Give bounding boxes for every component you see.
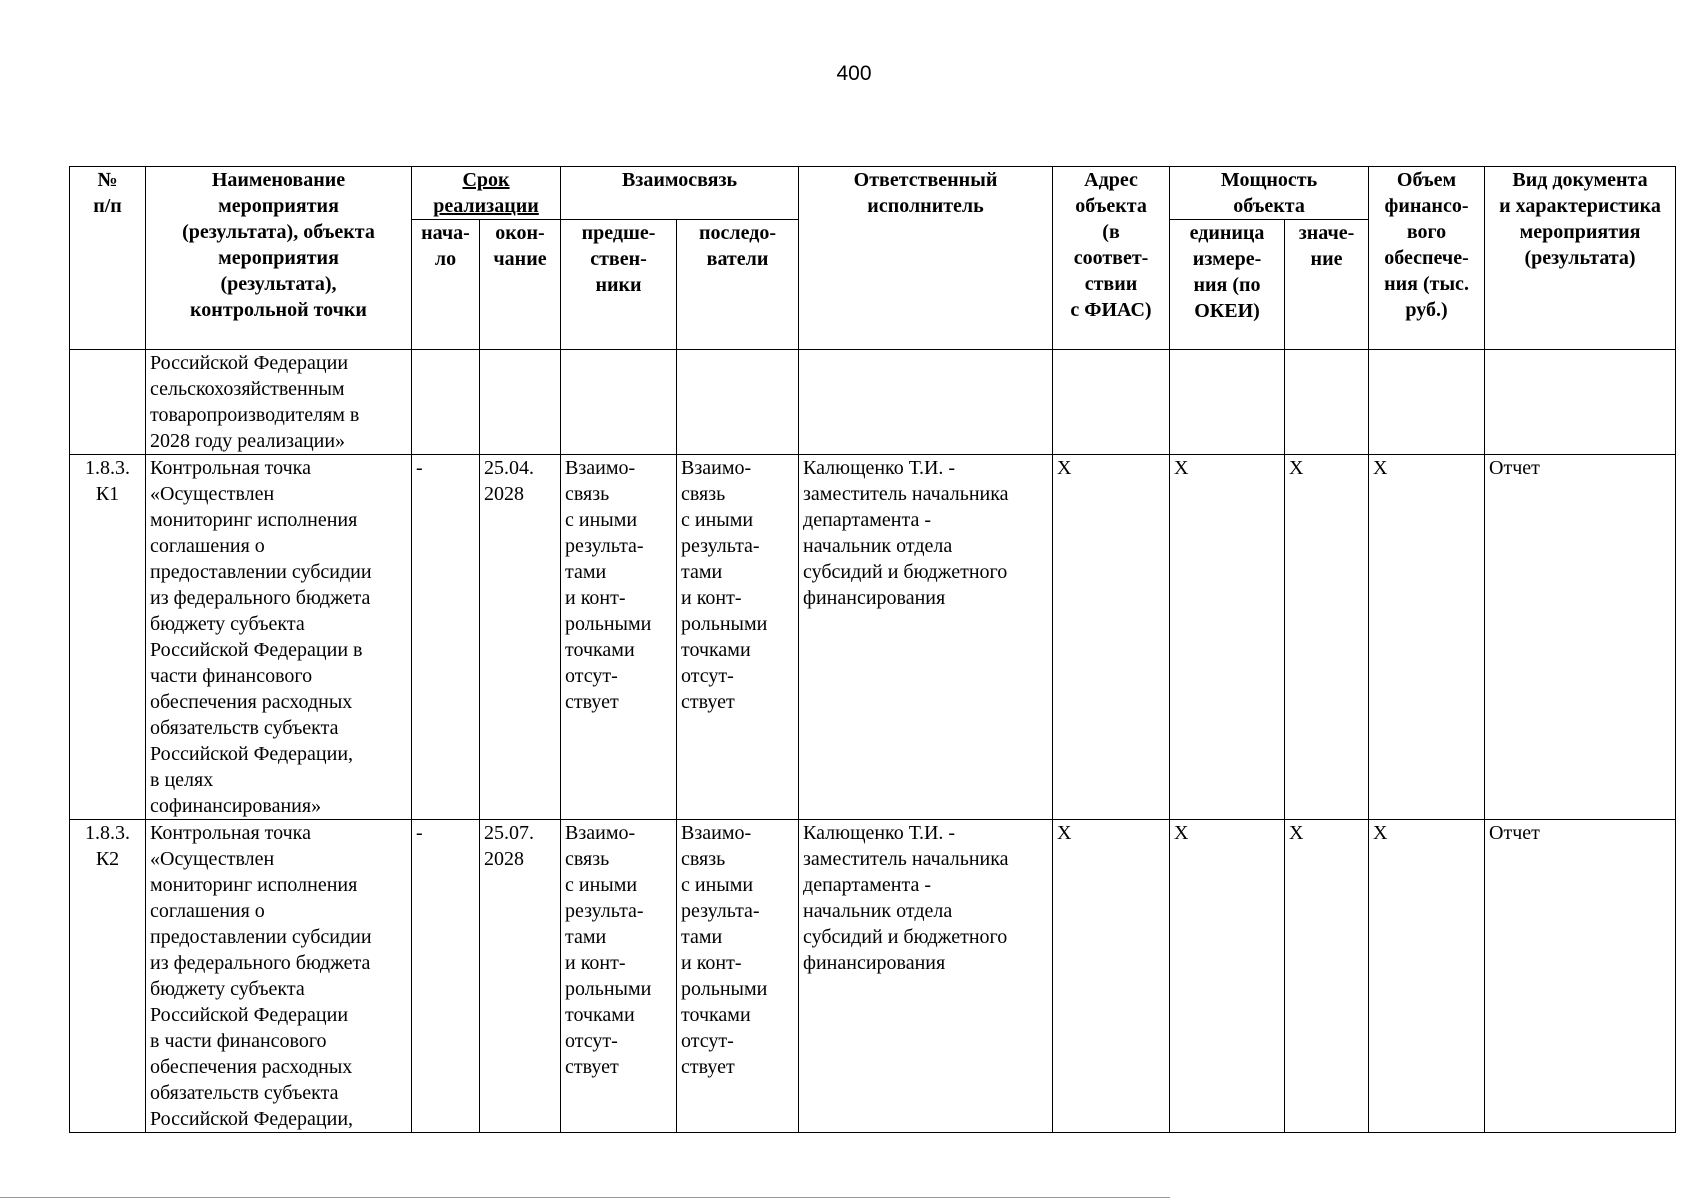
cell-successors: Взаимо- связь с иными результа- тами и конт- рольными точками отсут- ствует: [677, 820, 799, 1133]
table-row: [70, 455, 1676, 820]
cell-predecessors: Взаимо- связь с иными результа- тами и конт- рольными точками отсут- ствует: [561, 820, 677, 1133]
cell-finance: [1369, 350, 1485, 455]
header-predecessors: предше- ствен- ники: [561, 220, 677, 350]
header-successors: последо- ватели: [677, 220, 799, 350]
cell-doc: Отчет: [1485, 455, 1676, 820]
cell-responsible: Калющенко Т.И. - заместитель начальника департамента - начальник отдела субсидий и бюджетного финансирования: [799, 455, 1053, 820]
cell-value: X: [1285, 820, 1369, 1133]
header-period: Срок реализации: [412, 167, 561, 220]
cell-address: X: [1053, 455, 1170, 820]
cell-end: [480, 350, 561, 455]
cell-name: Контрольная точка «Осуществлен мониторинг исполнения соглашения о предоставлении субсидии из федерального бюджета бюджету субъекта Российской Федерации в части финансового обеспечения расходных обязательств субъекта Российской Федерации,: [146, 820, 412, 1133]
header-capacity: Мощность объекта: [1170, 167, 1369, 220]
bottom-rule: [0, 1197, 1170, 1198]
header-unit: единица измере- ния (по ОКЕИ): [1170, 220, 1285, 350]
cell-predecessors: Взаимо- связь с иными результа- тами и конт- рольными точками отсут- ствует: [561, 455, 677, 820]
cell-start: [412, 350, 480, 455]
cell-address: X: [1053, 820, 1170, 1133]
cell-value: X: [1285, 455, 1369, 820]
header-name: Наименование мероприятия (результата), объекта мероприятия (результата), контрольной точки: [146, 167, 412, 350]
cell-successors: [677, 350, 799, 455]
cell-start: -: [412, 820, 480, 1133]
header-row-1: [70, 167, 1676, 220]
header-relation: Взаимосвязь: [561, 167, 799, 220]
cell-successors: Взаимо- связь с иными результа- тами и конт- рольными точками отсут- ствует: [677, 455, 799, 820]
cell-unit: X: [1170, 455, 1285, 820]
header-value: значе- ние: [1285, 220, 1369, 350]
cell-unit: [1170, 350, 1285, 455]
header-address: Адрес объекта (в соответ- ствии с ФИАС): [1053, 167, 1170, 350]
table-row: [70, 820, 1676, 1133]
cell-finance: X: [1369, 455, 1485, 820]
header-finance: Объем финансо- вого обеспече- ния (тыс. руб.): [1369, 167, 1485, 350]
cell-responsible: [799, 350, 1053, 455]
cell-end: 25.07. 2028: [480, 820, 561, 1133]
cell-num: 1.8.3. К1: [70, 455, 146, 820]
cell-num: [70, 350, 146, 455]
cell-doc: Отчет: [1485, 820, 1676, 1133]
cell-name: Контрольная точка «Осуществлен мониторинг исполнения соглашения о предоставлении субсидии из федерального бюджета бюджету субъекта Российской Федерации в части финансового обеспечения расходных обязательств субъекта Российской Федерации, в целях софинансирования»: [146, 455, 412, 820]
cell-address: [1053, 350, 1170, 455]
cell-end: 25.04. 2028: [480, 455, 561, 820]
header-end: окон- чание: [480, 220, 561, 350]
cell-value: [1285, 350, 1369, 455]
cell-doc: [1485, 350, 1676, 455]
cell-finance: X: [1369, 820, 1485, 1133]
cell-responsible: Калющенко Т.И. - заместитель начальника департамента - начальник отдела субсидий и бюджетного финансирования: [799, 820, 1053, 1133]
header-start: нача- ло: [412, 220, 480, 350]
cell-name: Российской Федерации сельскохозяйственным товаропроизводителям в 2028 году реализации»: [146, 350, 412, 455]
cell-num: 1.8.3. К2: [70, 820, 146, 1133]
cell-start: -: [412, 455, 480, 820]
page-number: 400: [836, 62, 872, 85]
table-row: [70, 350, 1676, 455]
header-doc-type: Вид документа и характеристика мероприятия (результата): [1485, 167, 1676, 350]
header-num: № п/п: [70, 167, 146, 350]
cell-unit: X: [1170, 820, 1285, 1133]
events-table: [69, 166, 1676, 1133]
header-responsible: Ответственный исполнитель: [799, 167, 1053, 350]
cell-predecessors: [561, 350, 677, 455]
